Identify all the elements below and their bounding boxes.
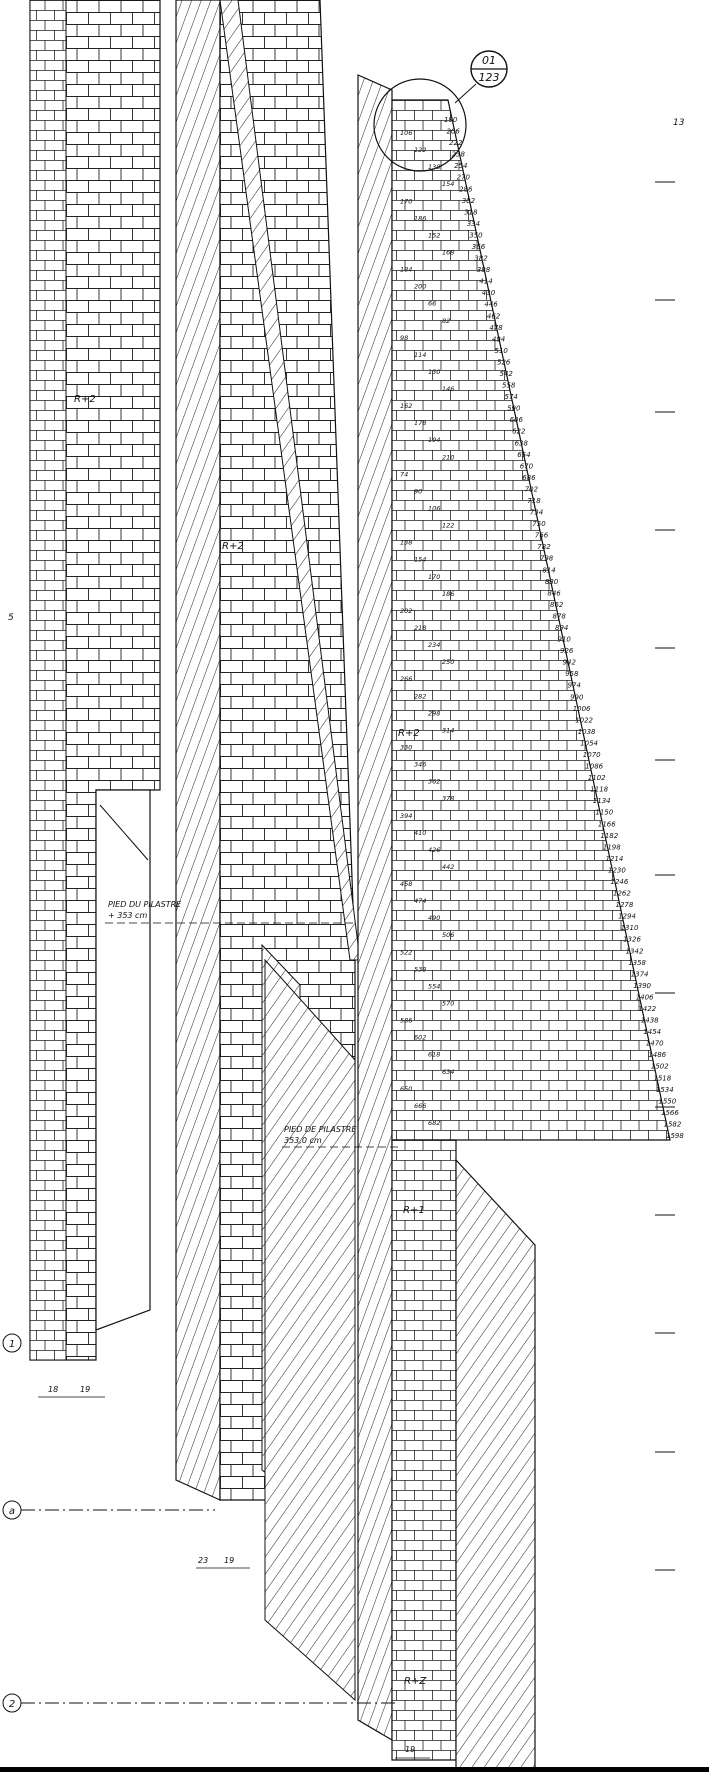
block-mark-label: 162: [400, 402, 413, 411]
block-mark-label: 178: [414, 419, 427, 428]
svg-text:a: a: [8, 1506, 16, 1517]
stair-riser-label: 670: [519, 462, 534, 471]
stair-riser-label: 350: [469, 231, 483, 240]
stair-riser-label: 638: [514, 439, 528, 448]
block-mark-label: 130: [428, 368, 441, 376]
stair-riser-label: 1438: [640, 1016, 659, 1025]
stair-riser-label: 206: [446, 127, 460, 136]
svg-text:PIED DU PILASTRE: PIED DU PILASTRE: [108, 900, 182, 909]
stair-riser-label: 494: [491, 335, 506, 344]
block-mark-label: 152: [428, 231, 441, 240]
grid-axis-2: [3, 1694, 395, 1712]
stair-riser-label: 526: [497, 358, 511, 367]
svg-text:353,0 cm: 353,0 cm: [284, 1136, 322, 1145]
stair-riser-label: 222: [449, 139, 463, 148]
block-mark-label: 458: [400, 880, 413, 888]
stair-riser-label: 606: [509, 416, 523, 425]
stair-riser-label: 990: [570, 693, 584, 702]
stair-riser-label: 1278: [615, 901, 634, 910]
stair-riser-label: 1214: [605, 854, 624, 863]
stair-riser-label: 302: [461, 196, 476, 205]
stair-riser-label: 910: [557, 635, 571, 644]
stair-riser-label: 702: [524, 485, 539, 494]
block-mark-label: 490: [428, 914, 441, 923]
svg-text:+ 353 cm: + 353 cm: [108, 911, 148, 920]
stair-riser-label: 1134: [592, 797, 611, 806]
block-mark-label: 682: [428, 1119, 441, 1127]
stair-riser-label: 1518: [653, 1074, 672, 1083]
block-mark-label: 184: [400, 265, 413, 274]
block-mark-label: 170: [400, 197, 413, 206]
stair-riser-label: 334: [466, 219, 481, 228]
stair-riser-label: 1486: [648, 1051, 667, 1060]
block-mark-label: 138: [400, 538, 413, 547]
stair-riser-label: 942: [562, 658, 576, 667]
stair-riser-label: 590: [507, 404, 521, 413]
stair-riser-label: 414: [479, 277, 493, 286]
detail-bubble-top: 01: [482, 54, 496, 67]
stair-riser-label: 798: [539, 554, 554, 563]
stair-riser-label: 478: [489, 323, 503, 332]
stair-riser-label: 1310: [620, 924, 639, 933]
stair-riser-label: 318: [464, 208, 478, 217]
stair-riser-label: 1198: [602, 843, 621, 852]
stair-riser-label: 382: [474, 254, 488, 263]
block-mark-label: 170: [428, 572, 441, 581]
block-mark-label: 586: [400, 1016, 413, 1025]
grid-axis-a: [3, 1501, 215, 1519]
stair-riser-label: 814: [542, 566, 556, 575]
detail-bubble-bottom: 123: [478, 71, 500, 84]
block-mark-label: 250: [442, 658, 455, 667]
stair-riser-label: 1582: [663, 1120, 682, 1129]
stair-riser-label: 1390: [633, 981, 652, 990]
stair-riser-label: 190: [444, 116, 458, 124]
stair-riser-label: 1534: [655, 1085, 674, 1094]
block-mark-label: 194: [428, 436, 441, 445]
block-mark-label: 522: [400, 948, 413, 957]
svg-text:PIED DE PILASTRE: PIED DE PILASTRE: [284, 1125, 357, 1134]
block-mark-label: 410: [414, 828, 427, 837]
stair-riser-label: 766: [534, 531, 549, 540]
right-pier-hatched-side: [358, 75, 392, 1740]
stair-riser-label: 1086: [585, 762, 604, 771]
stair-riser-label: 270: [456, 173, 470, 182]
block-mark-label: 74: [400, 470, 409, 479]
sheet-mark-left: 5: [8, 613, 14, 623]
level-label-middle: R+2: [222, 541, 244, 552]
stair-riser-label: 1006: [572, 704, 591, 713]
block-mark-label: 298: [428, 709, 441, 718]
block-mark-label: 426: [428, 845, 441, 854]
stair-riser-label: 446: [484, 300, 498, 309]
block-mark-label: 282: [414, 692, 427, 701]
stair-riser-label: 974: [567, 681, 581, 690]
stair-riser-label: 654: [517, 450, 531, 459]
stair-riser-label: 1118: [590, 785, 609, 794]
stair-riser-label: 1166: [597, 820, 616, 829]
block-mark-label: 186: [414, 214, 427, 223]
block-mark-label: 330: [400, 743, 413, 752]
block-mark-label: 218: [414, 624, 427, 632]
middle-pier-hatched-side: [176, 0, 220, 1500]
stair-riser-label: 542: [499, 370, 513, 378]
stair-riser-label: 1598: [666, 1132, 684, 1140]
stair-riser-label: 846: [547, 589, 561, 598]
level-label-right-mid: R+2: [398, 728, 420, 739]
stair-riser-label: 734: [529, 508, 544, 517]
block-mark-label: 106: [428, 504, 441, 513]
block-mark-label: 66: [428, 299, 437, 308]
svg-text:19: 19: [405, 1745, 416, 1754]
svg-text:2: 2: [8, 1699, 16, 1710]
svg-text:1: 1: [8, 1339, 16, 1350]
grid-axis-1: [3, 1334, 21, 1352]
block-mark-label: 362: [428, 777, 441, 786]
stair-riser-label: 1054: [580, 739, 599, 748]
stair-riser-label: 574: [504, 393, 518, 402]
block-mark-label: 202: [400, 606, 413, 615]
level-label-left: R+2: [74, 394, 96, 405]
block-mark-label: 506: [442, 931, 455, 940]
lower-wall-hatch: [265, 960, 355, 1700]
stair-riser-label: 1566: [661, 1108, 679, 1117]
stair-riser-label: 238: [451, 150, 465, 159]
block-mark-label: 378: [442, 794, 455, 803]
stair-riser-label: 1262: [613, 889, 631, 898]
stair-riser-label: 894: [555, 624, 569, 632]
stair-riser-label: 1182: [600, 831, 619, 840]
svg-text:23: 23: [198, 1556, 209, 1565]
margin-ticks: [655, 182, 675, 1570]
block-mark-label: 650: [400, 1084, 413, 1093]
left-pier: [30, 0, 160, 1360]
stair-riser-label: 558: [502, 381, 516, 390]
dimension-left-pier: [38, 1385, 105, 1397]
block-mark-label: 186: [442, 589, 455, 598]
block-mark-label: 146: [442, 385, 455, 393]
stair-riser-label: 830: [544, 577, 559, 586]
stair-riser-label: 430: [481, 289, 496, 298]
stair-riser-label: 1374: [630, 970, 649, 979]
stair-riser-label: 1150: [595, 808, 614, 817]
stair-riser-label: 750: [532, 520, 546, 529]
sheet-mark-top: 13: [673, 118, 685, 128]
block-mark-label: 154: [442, 180, 455, 189]
stair-riser-label: 1230: [608, 866, 626, 875]
level-label-right-lower: R+Z: [404, 1676, 427, 1687]
block-mark-label: 82: [442, 316, 451, 325]
block-mark-label: 98: [400, 333, 409, 342]
svg-text:18: 18: [48, 1385, 59, 1394]
stair-riser-label: 1454: [643, 1028, 662, 1037]
stair-riser-label: 862: [550, 600, 564, 609]
block-mark-label: 666: [414, 1101, 427, 1110]
stair-riser-label: 1326: [623, 935, 641, 944]
stair-riser-label: 1342: [625, 947, 644, 956]
block-mark-label: 200: [414, 282, 427, 291]
block-mark-label: 122: [442, 521, 455, 530]
stair-riser-label: 958: [565, 670, 579, 679]
stair-riser-label: 1502: [650, 1062, 669, 1071]
svg-text:19: 19: [224, 1556, 235, 1565]
level-label-right-upper: R+1: [403, 1205, 425, 1216]
stair-riser-label: 1038: [577, 727, 596, 736]
scan-edge: [0, 1767, 709, 1772]
right-pier-side: [358, 75, 392, 1740]
left-pier-side-strip: [30, 0, 66, 1360]
block-mark-label: 314: [442, 726, 455, 735]
block-mark-label: 474: [414, 897, 427, 906]
stair-riser-label: 1070: [582, 751, 601, 759]
svg-text:19: 19: [80, 1385, 91, 1394]
stair-riser-label: 1358: [628, 958, 647, 967]
block-mark-label: 634: [442, 1067, 455, 1076]
stair-riser-label: 1294: [618, 912, 636, 921]
stair-riser-label: 254: [454, 162, 468, 171]
block-mark-label: 234: [428, 641, 441, 650]
right-pier-lower-hatch: [456, 1160, 535, 1772]
stair-riser-label: 1406: [635, 993, 654, 1002]
dimension-middle-pier: [196, 1556, 250, 1568]
block-mark-label: 602: [414, 1033, 427, 1042]
block-mark-label: 122: [414, 146, 427, 155]
stair-riser-label: 1550: [658, 1097, 677, 1106]
stair-riser-label: 286: [459, 185, 473, 194]
block-mark-label: 90: [414, 487, 423, 496]
block-mark-label: 106: [400, 129, 413, 137]
block-mark-label: 538: [414, 965, 427, 974]
block-mark-label: 154: [414, 555, 427, 564]
stair-riser-label: 782: [537, 543, 551, 552]
stair-riser-label: 1102: [587, 774, 606, 783]
stair-riser-label: 686: [522, 473, 536, 482]
stair-riser-label: 622: [512, 427, 526, 436]
right-pier-lower-face: [392, 1140, 456, 1760]
block-mark-label: 210: [442, 453, 455, 462]
block-mark-label: 618: [428, 1050, 441, 1059]
block-mark-label: 114: [414, 350, 427, 359]
stair-riser-label: 926: [560, 647, 574, 656]
block-mark-label: 442: [442, 863, 455, 871]
block-mark-label: 346: [414, 760, 427, 769]
block-mark-label: 138: [428, 163, 441, 172]
stair-riser-label: 1422: [638, 1005, 657, 1013]
stair-riser-label: 366: [471, 243, 486, 251]
block-mark-label: 266: [400, 675, 413, 684]
stair-riser-label: 510: [494, 346, 508, 355]
block-mark-label: 168: [442, 248, 455, 257]
block-mark-label: 394: [400, 811, 413, 820]
stair-riser-label: 1022: [575, 716, 594, 725]
stair-riser-label: 718: [527, 497, 541, 505]
block-mark-label: 554: [428, 982, 441, 991]
stair-riser-label: 1470: [645, 1039, 664, 1048]
left-pier-opening: [96, 790, 150, 1330]
stair-riser-label: 462: [486, 312, 501, 321]
stair-riser-label: 878: [552, 612, 566, 621]
stair-riser-label: 1246: [610, 878, 629, 886]
block-mark-label: 570: [442, 999, 455, 1008]
stair-riser-label: 398: [476, 266, 491, 275]
